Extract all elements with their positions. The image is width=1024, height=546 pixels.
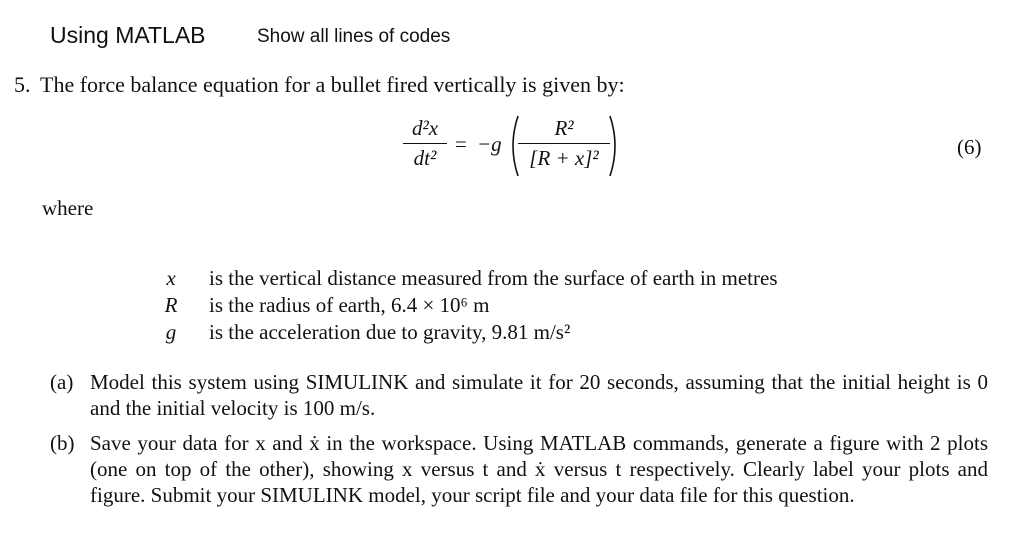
lhs-numerator: d²x	[403, 116, 447, 144]
part-text: Save your data for x and ẋ in the workspace. Using MATLAB commands, generate a figure with 2 plots (one on top of the other), showing x versus t and ẋ versus t respectively. Clearly label your plots and figure. Submit your SIMULINK model, your script file and your data file for this question.	[90, 431, 988, 507]
definition-symbol: R	[164, 293, 178, 317]
equals-sign: =	[455, 132, 467, 156]
question-number: 5.	[14, 72, 31, 97]
where-label: where	[42, 196, 94, 220]
rhs-fraction	[518, 116, 610, 171]
definition-text: is the vertical distance measured from the surface of earth in metres	[209, 266, 778, 290]
part-label: (a)	[50, 370, 74, 394]
equation-number: (6)	[957, 135, 982, 159]
part-label: (b)	[50, 431, 75, 455]
rhs-denominator: [R + x]²	[529, 146, 599, 170]
definition-symbol: x	[166, 266, 176, 290]
right-paren	[608, 114, 622, 178]
rhs-numerator: R²	[518, 116, 610, 144]
lhs-fraction	[403, 116, 447, 171]
definition-symbol: g	[165, 320, 177, 344]
header-note: Show all lines of codes	[257, 26, 451, 47]
definition-text: is the acceleration due to gravity, 9.81 m/s²	[209, 320, 571, 344]
definition-text: is the radius of earth, 6.4 × 10⁶ m	[209, 293, 490, 317]
neg-g: −g	[477, 132, 502, 156]
header-title: Using MATLAB	[50, 22, 206, 48]
part-text: Model this system using SIMULINK and simulate it for 20 seconds, assuming that the initial height is 0 and the initial velocity is 100 m/s.	[90, 370, 988, 420]
lhs-denominator: dt²	[413, 146, 437, 170]
question-intro: The force balance equation for a bullet fired vertically is given by:	[40, 72, 625, 97]
